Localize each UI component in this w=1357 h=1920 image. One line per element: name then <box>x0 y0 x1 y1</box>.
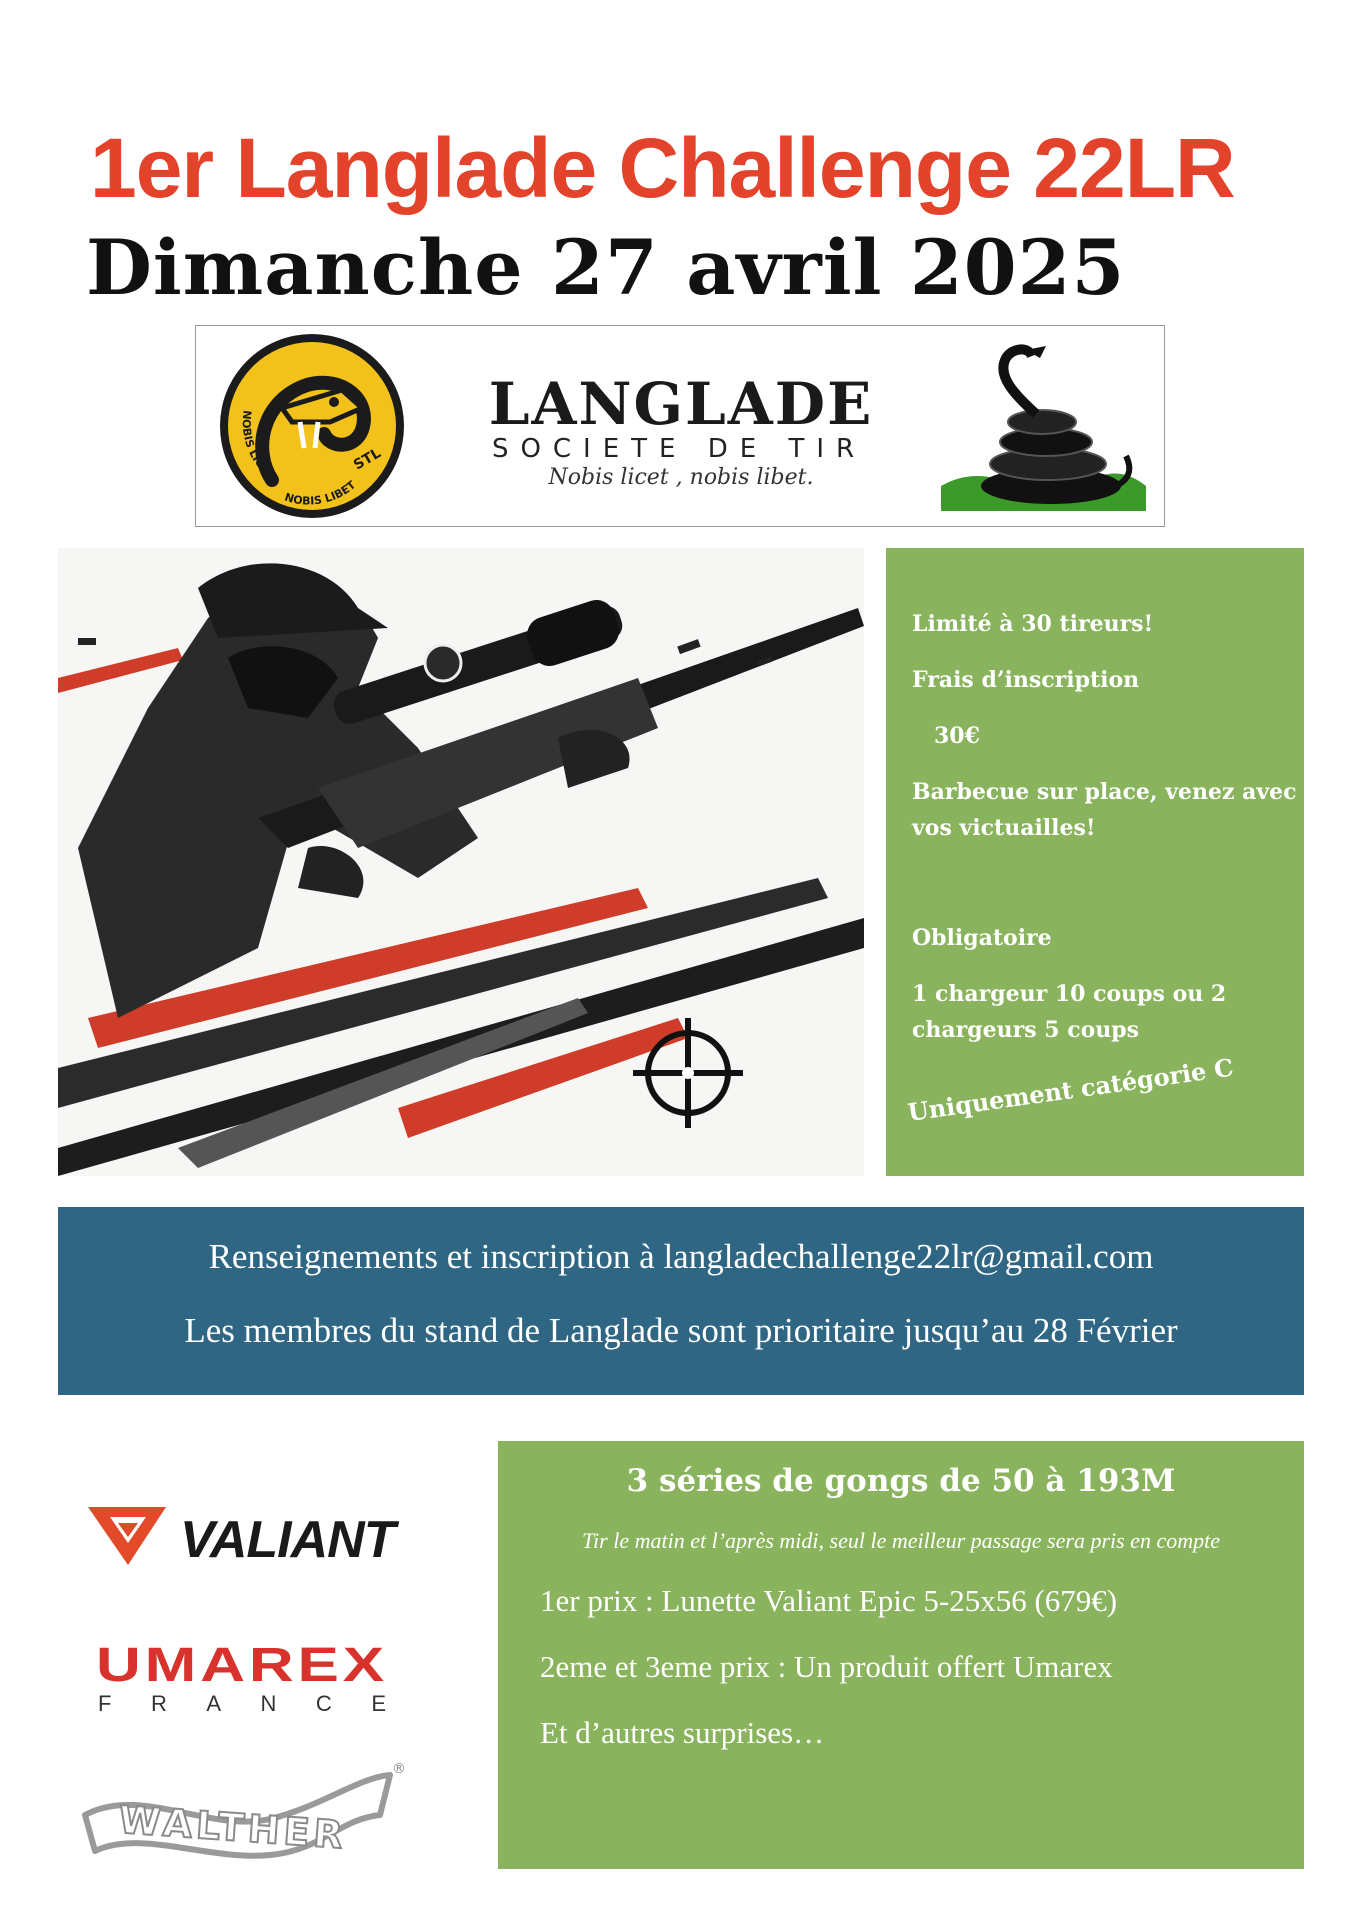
crosshair-icon <box>628 1013 748 1133</box>
club-subtitle: SOCIETE DE TIR <box>491 434 867 464</box>
snake-seal-icon <box>212 330 412 522</box>
coiled-snake-icon <box>936 336 1151 521</box>
priority-text: Les membres du stand de Langlade sont prioritaire jusqu’au 28 Février <box>184 1311 1178 1350</box>
rifle-shooter-illustration <box>58 548 864 1176</box>
umarex-subtext: FRANCE <box>98 1691 386 1715</box>
seal-text-left: NOBIS LICET <box>239 409 277 481</box>
event-date: Dimanche 27 avril 2025 <box>86 223 1126 312</box>
first-prize: 1er prix : Lunette Valiant Epic 5-25x56 (679€) <box>540 1583 1118 1618</box>
club-banner <box>195 325 1165 527</box>
prize-title: 3 séries de gongs de 50 à 193M <box>626 1463 1176 1499</box>
walther-wordmark: WALTHER <box>117 1797 349 1858</box>
prize-note: Tir le matin et l’après midi, seul le meilleur passage sera pris en compte <box>582 1528 1220 1553</box>
valiant-wordmark: VALIANT <box>180 1511 395 1569</box>
registered-mark: ® <box>392 1761 406 1777</box>
umarex-logo <box>96 1635 396 1715</box>
other-prizes: Et d’autres surprises… <box>540 1715 825 1750</box>
fee-label: Frais d’inscription <box>912 667 1140 693</box>
umarex-wordmark: UMAREX <box>96 1639 388 1692</box>
magazine-line-2: chargeurs 5 coups <box>912 1017 1140 1043</box>
bbq-line-1: Barbecue sur place, venez avec <box>912 779 1297 805</box>
club-name: LANGLADE <box>488 370 874 438</box>
registration-bar <box>58 1207 1304 1395</box>
bbq-line-2: vos victuailles! <box>912 815 1096 841</box>
club-motto: Nobis licet , nobis libet. <box>548 465 814 490</box>
event-title: 1er Langlade Challenge 22LR <box>90 121 1235 215</box>
second-third-prize: 2eme et 3eme prix : Un produit offert Umarex <box>540 1649 1113 1684</box>
seal-initials: STL <box>351 445 384 474</box>
magazine-line-1: 1 chargeur 10 coups ou 2 <box>912 981 1227 1007</box>
valiant-logo <box>88 1495 408 1575</box>
seal-text-bottom: NOBIS LIBET <box>283 478 359 508</box>
fee-value: 30€ <box>934 723 980 749</box>
event-info-box <box>886 548 1304 1176</box>
contact-text: Renseignements et inscription à langladechallenge22lr@gmail.com <box>208 1237 1154 1276</box>
limit-text: Limité à 30 tireurs! <box>912 611 1154 637</box>
category-text: Uniquement catégorie C <box>905 1052 1236 1127</box>
prizes-box <box>498 1441 1304 1869</box>
walther-logo <box>80 1755 410 1865</box>
mandatory-label: Obligatoire <box>912 925 1052 951</box>
